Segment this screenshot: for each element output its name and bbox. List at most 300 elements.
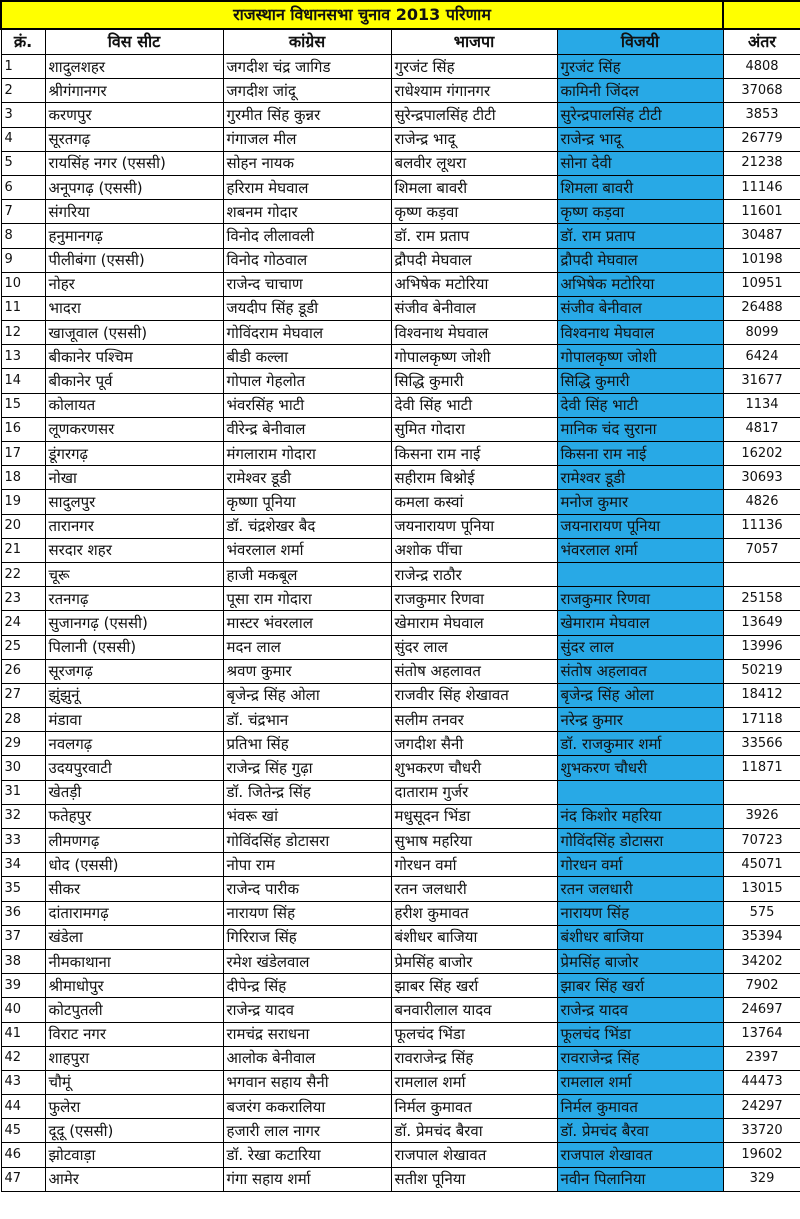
margin-cell: 70723 — [723, 829, 800, 853]
table-row — [1, 611, 800, 635]
seat-cell: दूदू (एससी) — [45, 1119, 223, 1143]
margin-cell: 44473 — [723, 1070, 800, 1094]
congress-cell: कृष्णा पूनिया — [223, 490, 391, 514]
congress-cell: बजरंग ककरालिया — [223, 1095, 391, 1119]
serial-cell: 43 — [1, 1070, 45, 1094]
seat-cell: नोहर — [45, 272, 223, 296]
winner-cell — [557, 780, 723, 804]
seat-cell: चूरू — [45, 562, 223, 586]
congress-cell: राजेन्द्र यादव — [223, 998, 391, 1022]
seat-cell: झोटवाड़ा — [45, 1143, 223, 1167]
margin-cell: 11136 — [723, 514, 800, 538]
winner-cell: प्रेमसिंह बाजोर — [557, 949, 723, 973]
congress-cell: बीडी कल्ला — [223, 345, 391, 369]
table-row — [1, 200, 800, 224]
bjp-cell: हरीश कुमावत — [391, 901, 557, 925]
bjp-cell: निर्मल कुमावत — [391, 1095, 557, 1119]
title-blank-cell — [723, 1, 800, 29]
table-row — [1, 925, 800, 949]
congress-cell: जगदीश चंद्र जागिड — [223, 55, 391, 79]
seat-cell: सुजानगढ़ (एससी) — [45, 611, 223, 635]
margin-cell: 10951 — [723, 272, 800, 296]
table-row — [1, 562, 800, 586]
winner-cell: रतन जलधारी — [557, 877, 723, 901]
margin-cell: 24297 — [723, 1095, 800, 1119]
table-row — [1, 514, 800, 538]
serial-cell: 38 — [1, 949, 45, 973]
winner-cell: राजकुमार रिणवा — [557, 587, 723, 611]
serial-cell: 7 — [1, 200, 45, 224]
congress-cell: गंगाजल मील — [223, 127, 391, 151]
table-row — [1, 369, 800, 393]
congress-cell: मंगलाराम गोदारा — [223, 442, 391, 466]
margin-cell: 11601 — [723, 200, 800, 224]
bjp-cell: अशोक पींचा — [391, 538, 557, 562]
bjp-cell: देवी सिंह भाटी — [391, 393, 557, 417]
bjp-cell: सलीम तनवर — [391, 708, 557, 732]
serial-cell: 30 — [1, 756, 45, 780]
seat-cell: मंडावा — [45, 708, 223, 732]
margin-cell: 7902 — [723, 974, 800, 998]
margin-cell: 33720 — [723, 1119, 800, 1143]
seat-cell: नीमकाथाना — [45, 949, 223, 973]
header-margin: अंतर — [723, 29, 800, 55]
winner-cell: गोपालकृष्ण जोशी — [557, 345, 723, 369]
winner-cell: देवी सिंह भाटी — [557, 393, 723, 417]
serial-cell: 16 — [1, 417, 45, 441]
bjp-cell: कमला कस्वां — [391, 490, 557, 514]
congress-cell: डॉ. जितेन्द्र सिंह — [223, 780, 391, 804]
winner-cell: जयनारायण पूनिया — [557, 514, 723, 538]
table-row — [1, 1143, 800, 1167]
winner-cell: अभिषेक मटोरिया — [557, 272, 723, 296]
serial-cell: 15 — [1, 393, 45, 417]
bjp-cell: कृष्ण कड़वा — [391, 200, 557, 224]
congress-cell: डॉ. चंद्रशेखर बैद — [223, 514, 391, 538]
serial-cell: 1 — [1, 55, 45, 79]
winner-cell: डॉ. प्रेमचंद बैरवा — [557, 1119, 723, 1143]
congress-cell: मास्टर भंवरलाल — [223, 611, 391, 635]
seat-cell: लूणकरणसर — [45, 417, 223, 441]
bjp-cell: बनवारीलाल यादव — [391, 998, 557, 1022]
serial-cell: 44 — [1, 1095, 45, 1119]
table-row — [1, 175, 800, 199]
winner-cell: भंवरलाल शर्मा — [557, 538, 723, 562]
winner-cell: खेमाराम मेघवाल — [557, 611, 723, 635]
serial-cell: 5 — [1, 151, 45, 175]
serial-cell: 18 — [1, 466, 45, 490]
bjp-cell: प्रेमसिंह बाजोर — [391, 949, 557, 973]
seat-cell: श्रीगंगानगर — [45, 79, 223, 103]
table-row — [1, 1095, 800, 1119]
bjp-cell: झाबर सिंह खर्रा — [391, 974, 557, 998]
congress-cell: रमेश खंडेलवाल — [223, 949, 391, 973]
serial-cell: 4 — [1, 127, 45, 151]
serial-cell: 33 — [1, 829, 45, 853]
margin-cell: 30693 — [723, 466, 800, 490]
winner-cell: संतोष अहलावत — [557, 659, 723, 683]
seat-cell: नोखा — [45, 466, 223, 490]
serial-cell: 45 — [1, 1119, 45, 1143]
margin-cell: 11871 — [723, 756, 800, 780]
seat-cell: खेतड़ी — [45, 780, 223, 804]
serial-cell: 41 — [1, 1022, 45, 1046]
serial-cell: 34 — [1, 853, 45, 877]
margin-cell: 18412 — [723, 683, 800, 707]
seat-cell: झुंझुनूं — [45, 683, 223, 707]
bjp-cell: डॉ. राम प्रताप — [391, 224, 557, 248]
table-row — [1, 998, 800, 1022]
margin-cell: 13996 — [723, 635, 800, 659]
bjp-cell: शुभकरण चौधरी — [391, 756, 557, 780]
margin-cell: 24697 — [723, 998, 800, 1022]
serial-cell: 6 — [1, 175, 45, 199]
congress-cell: गोपाल गेहलोत — [223, 369, 391, 393]
seat-cell: फुलेरा — [45, 1095, 223, 1119]
table-row — [1, 393, 800, 417]
winner-cell — [557, 562, 723, 586]
winner-cell: डॉ. राजकुमार शर्मा — [557, 732, 723, 756]
serial-cell: 20 — [1, 514, 45, 538]
table-row — [1, 321, 800, 345]
serial-cell: 24 — [1, 611, 45, 635]
seat-cell: शादुलशहर — [45, 55, 223, 79]
serial-cell: 23 — [1, 587, 45, 611]
winner-cell: फूलचंद भिंडा — [557, 1022, 723, 1046]
bjp-cell: बलवीर लूथरा — [391, 151, 557, 175]
margin-cell: 31677 — [723, 369, 800, 393]
seat-cell: रतनगढ़ — [45, 587, 223, 611]
congress-cell: मदन लाल — [223, 635, 391, 659]
congress-cell: गोविंदराम मेघवाल — [223, 321, 391, 345]
margin-cell: 8099 — [723, 321, 800, 345]
winner-cell: मनोज कुमार — [557, 490, 723, 514]
table-row — [1, 1070, 800, 1094]
margin-cell: 25158 — [723, 587, 800, 611]
seat-cell: उदयपुरवाटी — [45, 756, 223, 780]
winner-cell: द्रौपदी मेघवाल — [557, 248, 723, 272]
bjp-cell: सुरेन्द्रपालसिंह टीटी — [391, 103, 557, 127]
margin-cell: 30487 — [723, 224, 800, 248]
seat-cell: धोद (एससी) — [45, 853, 223, 877]
serial-cell: 32 — [1, 804, 45, 828]
serial-cell: 14 — [1, 369, 45, 393]
seat-cell: आमेर — [45, 1167, 223, 1191]
header-seat: विस सीट — [45, 29, 223, 55]
winner-cell: नरेन्द्र कुमार — [557, 708, 723, 732]
winner-cell: सोना देवी — [557, 151, 723, 175]
table-row — [1, 949, 800, 973]
congress-cell: जगदीश जांदू — [223, 79, 391, 103]
table-row — [1, 224, 800, 248]
winner-cell: नारायण सिंह — [557, 901, 723, 925]
bjp-cell: सिद्धि कुमारी — [391, 369, 557, 393]
table-row — [1, 272, 800, 296]
congress-cell: डॉ. चंद्रभान — [223, 708, 391, 732]
winner-cell: सुंदर लाल — [557, 635, 723, 659]
serial-cell: 17 — [1, 442, 45, 466]
seat-cell: डूंगरगढ़ — [45, 442, 223, 466]
bjp-cell: गोपालकृष्ण जोशी — [391, 345, 557, 369]
winner-cell: नंद किशोर महरिया — [557, 804, 723, 828]
seat-cell: पिलानी (एससी) — [45, 635, 223, 659]
bjp-cell: संजीव बेनीवाल — [391, 296, 557, 320]
margin-cell: 4826 — [723, 490, 800, 514]
serial-cell: 10 — [1, 272, 45, 296]
seat-cell: फतेहपुर — [45, 804, 223, 828]
winner-cell: गोरधन वर्मा — [557, 853, 723, 877]
margin-cell — [723, 780, 800, 804]
table-row — [1, 1046, 800, 1070]
table-row — [1, 659, 800, 683]
serial-cell: 39 — [1, 974, 45, 998]
table-row — [1, 538, 800, 562]
table-row — [1, 732, 800, 756]
seat-cell: चौमूं — [45, 1070, 223, 1094]
winner-cell: मानिक चंद सुराना — [557, 417, 723, 441]
seat-cell: सूरतगढ़ — [45, 127, 223, 151]
table-row — [1, 804, 800, 828]
table-row — [1, 901, 800, 925]
seat-cell: लीमणगढ़ — [45, 829, 223, 853]
table-row — [1, 780, 800, 804]
bjp-cell: द्रौपदी मेघवाल — [391, 248, 557, 272]
congress-cell: विनोद गोठवाल — [223, 248, 391, 272]
serial-cell: 8 — [1, 224, 45, 248]
bjp-cell: राजेन्द्र राठौर — [391, 562, 557, 586]
serial-cell: 13 — [1, 345, 45, 369]
bjp-cell: रामलाल शर्मा — [391, 1070, 557, 1094]
winner-cell: झाबर सिंह खर्रा — [557, 974, 723, 998]
congress-cell: पूसा राम गोदारा — [223, 587, 391, 611]
bjp-cell: राधेश्याम गंगानगर — [391, 79, 557, 103]
winner-cell: राजेन्द्र यादव — [557, 998, 723, 1022]
table-row — [1, 1022, 800, 1046]
margin-cell: 6424 — [723, 345, 800, 369]
margin-cell: 35394 — [723, 925, 800, 949]
bjp-cell: गुरजंट सिंह — [391, 55, 557, 79]
serial-cell: 25 — [1, 635, 45, 659]
margin-cell: 45071 — [723, 853, 800, 877]
bjp-cell: विश्वनाथ मेघवाल — [391, 321, 557, 345]
margin-cell: 33566 — [723, 732, 800, 756]
table-row — [1, 756, 800, 780]
table-row — [1, 103, 800, 127]
serial-cell: 27 — [1, 683, 45, 707]
seat-cell: शाहपुरा — [45, 1046, 223, 1070]
serial-cell: 3 — [1, 103, 45, 127]
seat-cell: विराट नगर — [45, 1022, 223, 1046]
table-row — [1, 79, 800, 103]
seat-cell: संगरिया — [45, 200, 223, 224]
margin-cell: 26488 — [723, 296, 800, 320]
margin-cell — [723, 562, 800, 586]
congress-cell: नोपा राम — [223, 853, 391, 877]
winner-cell: राजपाल शेखावत — [557, 1143, 723, 1167]
margin-cell: 19602 — [723, 1143, 800, 1167]
seat-cell: खाजूवाल (एससी) — [45, 321, 223, 345]
table-row — [1, 1167, 800, 1191]
margin-cell: 10198 — [723, 248, 800, 272]
winner-cell: निर्मल कुमावत — [557, 1095, 723, 1119]
serial-cell: 28 — [1, 708, 45, 732]
winner-cell: कामिनी जिंदल — [557, 79, 723, 103]
congress-cell: हजारी लाल नागर — [223, 1119, 391, 1143]
seat-cell: अनूपगढ़ (एससी) — [45, 175, 223, 199]
table-row — [1, 442, 800, 466]
bjp-cell: किसना राम नाई — [391, 442, 557, 466]
bjp-cell: बंशीधर बाजिया — [391, 925, 557, 949]
bjp-cell: खेमाराम मेघवाल — [391, 611, 557, 635]
congress-cell: दीपेन्द्र सिंह — [223, 974, 391, 998]
serial-cell: 26 — [1, 659, 45, 683]
margin-cell: 50219 — [723, 659, 800, 683]
congress-cell: गंगा सहाय शर्मा — [223, 1167, 391, 1191]
bjp-cell: सुभाष महरिया — [391, 829, 557, 853]
table-row — [1, 466, 800, 490]
congress-cell: भंवरसिंह भाटी — [223, 393, 391, 417]
serial-cell: 9 — [1, 248, 45, 272]
congress-cell: रामेश्वर डूडी — [223, 466, 391, 490]
table-row — [1, 345, 800, 369]
winner-cell: नवीन पिलानिया — [557, 1167, 723, 1191]
table-row — [1, 829, 800, 853]
winner-cell: बृजेन्द्र सिंह ओला — [557, 683, 723, 707]
winner-cell: विश्वनाथ मेघवाल — [557, 321, 723, 345]
margin-cell: 1134 — [723, 393, 800, 417]
margin-cell: 11146 — [723, 175, 800, 199]
header-bjp: भाजपा — [391, 29, 557, 55]
bjp-cell: जयनारायण पूनिया — [391, 514, 557, 538]
margin-cell: 34202 — [723, 949, 800, 973]
serial-cell: 21 — [1, 538, 45, 562]
congress-cell: भंवरू खां — [223, 804, 391, 828]
table-row — [1, 55, 800, 79]
winner-cell: कृष्ण कड़वा — [557, 200, 723, 224]
seat-cell: करणपुर — [45, 103, 223, 127]
table-row — [1, 417, 800, 441]
serial-cell: 40 — [1, 998, 45, 1022]
congress-cell: गोविंदसिंह डोटासरा — [223, 829, 391, 853]
seat-cell: नवलगढ़ — [45, 732, 223, 756]
serial-cell: 35 — [1, 877, 45, 901]
bjp-cell: राजेन्द्र भादू — [391, 127, 557, 151]
margin-cell: 329 — [723, 1167, 800, 1191]
seat-cell: बीकानेर पश्चिम — [45, 345, 223, 369]
serial-cell: 19 — [1, 490, 45, 514]
seat-cell: सूरजगढ़ — [45, 659, 223, 683]
winner-cell: रामेश्वर डूडी — [557, 466, 723, 490]
serial-cell: 29 — [1, 732, 45, 756]
seat-cell: कोलायत — [45, 393, 223, 417]
winner-cell: शुभकरण चौधरी — [557, 756, 723, 780]
winner-cell: किसना राम नाई — [557, 442, 723, 466]
seat-cell: सीकर — [45, 877, 223, 901]
winner-cell: गुरजंट सिंह — [557, 55, 723, 79]
header-winner: विजयी — [557, 29, 723, 55]
seat-cell: पीलीबंगा (एससी) — [45, 248, 223, 272]
congress-cell: रामचंद्र सराधना — [223, 1022, 391, 1046]
winner-cell: शिमला बावरी — [557, 175, 723, 199]
table-row — [1, 877, 800, 901]
congress-cell: डॉ. रेखा कटारिया — [223, 1143, 391, 1167]
bjp-cell: अभिषेक मटोरिया — [391, 272, 557, 296]
congress-cell: सोहन नायक — [223, 151, 391, 175]
congress-cell: भगवान सहाय सैनी — [223, 1070, 391, 1094]
table-row — [1, 708, 800, 732]
bjp-cell: फूलचंद भिंडा — [391, 1022, 557, 1046]
bjp-cell: जगदीश सैनी — [391, 732, 557, 756]
table-title: राजस्थान विधानसभा चुनाव 2013 परिणाम — [1, 1, 723, 29]
table-row — [1, 151, 800, 175]
table-row — [1, 296, 800, 320]
table-row — [1, 853, 800, 877]
winner-cell: रावराजेन्द्र सिंह — [557, 1046, 723, 1070]
bjp-cell: गोरधन वर्मा — [391, 853, 557, 877]
bjp-cell: शिमला बावरी — [391, 175, 557, 199]
margin-cell: 13015 — [723, 877, 800, 901]
seat-cell: श्रीमाधोपुर — [45, 974, 223, 998]
winner-cell: सुरेन्द्रपालसिंह टीटी — [557, 103, 723, 127]
margin-cell: 26779 — [723, 127, 800, 151]
margin-cell: 3926 — [723, 804, 800, 828]
seat-cell: तारानगर — [45, 514, 223, 538]
serial-cell: 46 — [1, 1143, 45, 1167]
bjp-cell: सुमित गोदारा — [391, 417, 557, 441]
seat-cell: खंडेला — [45, 925, 223, 949]
bjp-cell: रतन जलधारी — [391, 877, 557, 901]
congress-cell: राजेन्द चाचाण — [223, 272, 391, 296]
seat-cell: हनुमानगढ़ — [45, 224, 223, 248]
bjp-cell: सतीश पूनिया — [391, 1167, 557, 1191]
header-congress: कांग्रेस — [223, 29, 391, 55]
seat-cell: कोटपुतली — [45, 998, 223, 1022]
winner-cell: राजेन्द्र भादू — [557, 127, 723, 151]
winner-cell: बंशीधर बाजिया — [557, 925, 723, 949]
congress-cell: गिरिराज सिंह — [223, 925, 391, 949]
margin-cell: 4817 — [723, 417, 800, 441]
serial-cell: 36 — [1, 901, 45, 925]
congress-cell: श्रवण कुमार — [223, 659, 391, 683]
congress-cell: शबनम गोदार — [223, 200, 391, 224]
congress-cell: वीरेन्द्र बेनीवाल — [223, 417, 391, 441]
congress-cell: राजेन्द पारीक — [223, 877, 391, 901]
table-row — [1, 490, 800, 514]
margin-cell: 575 — [723, 901, 800, 925]
serial-cell: 37 — [1, 925, 45, 949]
margin-cell: 37068 — [723, 79, 800, 103]
winner-cell: रामलाल शर्मा — [557, 1070, 723, 1094]
bjp-cell: रावराजेन्द्र सिंह — [391, 1046, 557, 1070]
margin-cell: 7057 — [723, 538, 800, 562]
seat-cell: दांतारामगढ़ — [45, 901, 223, 925]
congress-cell: बृजेन्द्र सिंह ओला — [223, 683, 391, 707]
table-row — [1, 683, 800, 707]
margin-cell: 21238 — [723, 151, 800, 175]
header-row — [1, 29, 800, 55]
congress-cell: गुरमीत सिंह कुन्नर — [223, 103, 391, 127]
bjp-cell: राजवीर सिंह शेखावत — [391, 683, 557, 707]
congress-cell: हाजी मकबूल — [223, 562, 391, 586]
table-row — [1, 1119, 800, 1143]
seat-cell: बीकानेर पूर्व — [45, 369, 223, 393]
margin-cell: 17118 — [723, 708, 800, 732]
congress-cell: नारायण सिंह — [223, 901, 391, 925]
serial-cell: 47 — [1, 1167, 45, 1191]
serial-cell: 2 — [1, 79, 45, 103]
table-row — [1, 248, 800, 272]
congress-cell: जयदीप सिंह डूडी — [223, 296, 391, 320]
